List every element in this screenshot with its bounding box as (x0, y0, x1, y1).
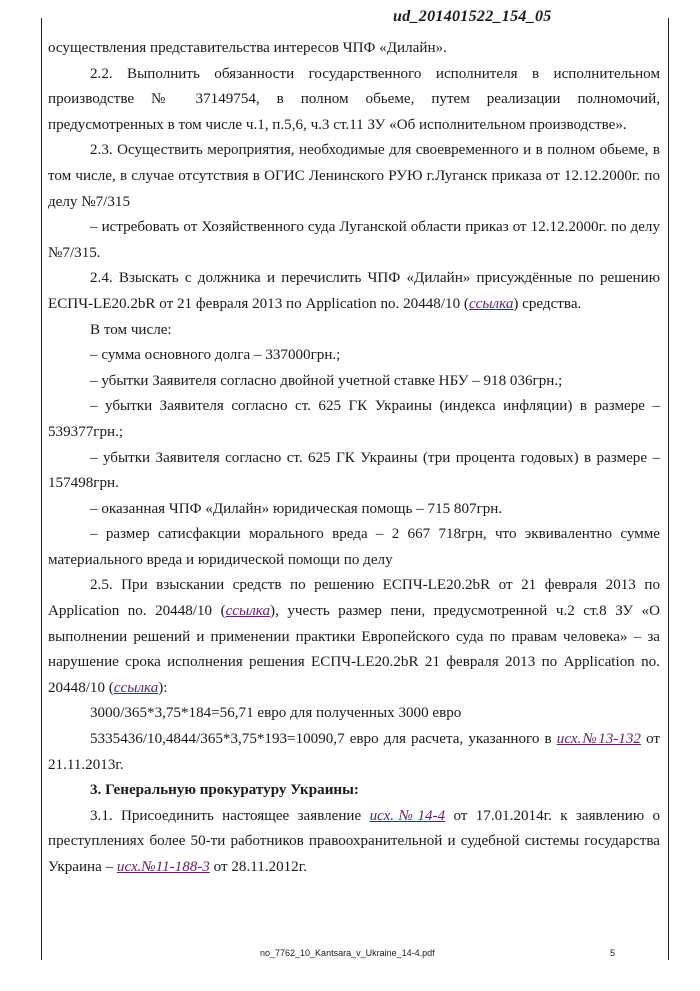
paragraph-2-5-text-b: ), учесть размер пени, предусмотренной ч.2 ст.8 ЗУ «О выполнении решений и применении практики Европейского суда по правам человека» – за нарушение срока исполнения решения ЕСПЧ-LE20.2bR 21 февраля 2013 по Application no. 20448/10 ( (48, 603, 660, 696)
footer-page-number: 5 (610, 948, 616, 958)
link-outgoing-11-188-3[interactable]: исх.№11-188-3 (116, 859, 210, 875)
left-border-line (41, 18, 42, 960)
link-reference[interactable]: ссылка (225, 603, 271, 620)
list-item-inflation-losses: – убытки Заявителя согласно ст. 625 ГК Украины (индекса инфляции) в размере – 539377грн.; (48, 398, 660, 440)
paragraph-2-2: 2.2. Выполнить обязанности государственного исполнителя в исполнительном производстве № 37149754, в полном обьеме, путем реализации полномочий, предусмотренных в том числе ч.1, п.5,6, ч.3 ст.11 ЗУ «Об исполнительном производстве». (48, 65, 660, 133)
paragraph-2-4 (48, 266, 660, 317)
section-3-heading: 3. Генеральную прокуратуру Украины: (90, 782, 359, 799)
paragraph-2-5-text-c: ): (158, 679, 168, 696)
calculation-line-2-text-b: от 21.11.2013г. (48, 731, 661, 773)
link-outgoing-13-132[interactable]: исх.№13-132 (556, 731, 641, 748)
paragraph-2-4-text-a: 2.4. Взыскать с должника и перечислить ЧПФ «Дилайн» присуждённые по решению ЕСПЧ-LE20.2bR от 21 февраля 2013 по Application no. 20448/10 ( (48, 270, 660, 312)
paragraph-3-1-text-c: от 28.11.2012г. (209, 859, 307, 875)
list-item-nbu-losses: – убытки Заявителя согласно двойной учетной ставке НБУ – 918 036грн.; (90, 372, 563, 389)
paragraph-2-3: 2.3. Осуществить мероприятия, необходимые для своевременного и в полном обьеме, в том числе, в случае отсутствия в ОГИС Ленинского РУЮ г.Луганск приказа от 12.12.2000г. по делу №7/315 (48, 142, 660, 210)
list-item-three-percent-losses: – убытки Заявителя согласно ст. 625 ГК Украины (три процента годовых) в размере – 157498грн. (48, 449, 660, 492)
calculation-line-2-text-a: 5335436/10,4844/365*3,75*193=10090,7 евро для расчета, указанного в (90, 731, 557, 748)
paragraph-2-5 (48, 573, 660, 701)
paragraph-2-4-text-b: ) средства. (513, 295, 582, 312)
link-reference[interactable]: ссылка (468, 295, 514, 312)
right-border-line (668, 18, 669, 960)
paragraph-2-5-text-a: 2.5. При взыскании средств по решению ЕСПЧ-LE20.2bR от 21 февраля 2013 по Application no. 20448/10 ( (48, 577, 660, 620)
list-item-moral-damage: – размер сатисфакции морального вреда – 2 667 718грн, что эквивалентно сумме материального вреда и юридической помощи по делу (48, 526, 660, 568)
list-item-legal-aid: – оказанная ЧПФ «Дилайн» юридическая помощь – 715 807грн. (90, 500, 503, 517)
link-outgoing-14-4[interactable]: исх.№14-4 (369, 807, 446, 824)
paragraph-3-1-text-b: от 17.01.2014г. к заявлению о преступлениях более 50-ти работников правоохранительной и судебной системы государства Украина – (48, 807, 660, 875)
document-id: ud_201401522_154_05 (393, 8, 552, 25)
calculation-line-1: 3000/365*3,75*184=56,71 евро для полученных 3000 евро (90, 705, 462, 722)
document-body (48, 36, 660, 881)
paragraph-continuation: осуществления представительства интересов ЧПФ «Дилайн». (48, 40, 447, 56)
list-item-principal-debt: – сумма основного долга – 337000грн.; (90, 347, 341, 364)
footer-filename: no_7762_10_Kantsara_v_Ukraine_14-4.pdf (260, 948, 435, 958)
paragraph-3-1 (48, 804, 660, 881)
link-reference[interactable]: ссылка (113, 679, 159, 696)
paragraph-2-3-item: – истребовать от Хозяйственного суда Луганской области приказ от 12.12.2000г. по делу №7/315. (48, 219, 660, 261)
calculation-line-2 (48, 727, 660, 778)
paragraph-3-1-text-a: 3.1. Присоединить настоящее заявление (90, 807, 370, 824)
list-intro: В том числе: (90, 321, 172, 338)
